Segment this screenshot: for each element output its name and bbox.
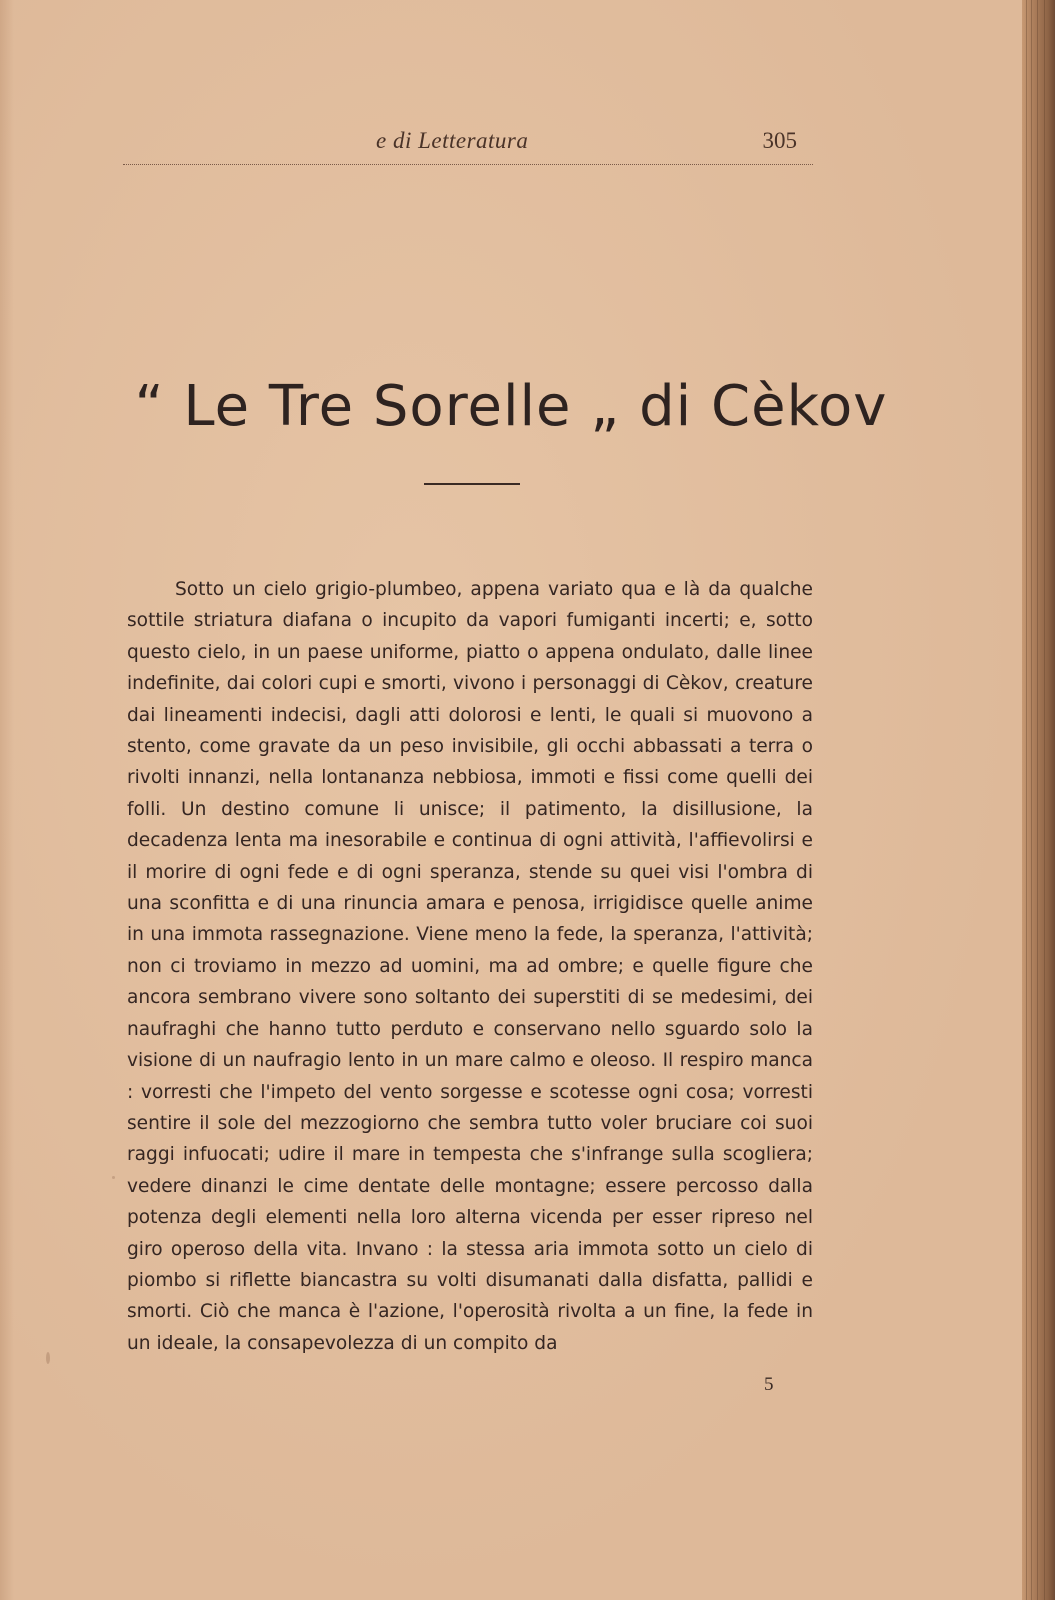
article-title: “ Le Tre Sorelle „ di Cèkov <box>134 374 888 439</box>
page-edge-line <box>1026 0 1027 1600</box>
page-stack-edge <box>1022 0 1055 1600</box>
page-edge-line <box>1031 0 1032 1600</box>
body-paragraph: Sotto un cielo grigio-plumbeo, appena variato qua e là da qualche sottile striatura diafana o incupito da vapori fumiganti incerti; e, sotto questo cielo, in un paese uniforme, piatto o appena ondulato, dalle linee indefinite, dai colori cupi e smorti, vivono i personaggi di Cèkov, creature dai lineamenti indecisi, dagli atti dolorosi e lenti, le quali si muovono a stento, come gravate da un peso invisibile, gli occhi abbassati a terra o rivolti innanzi, nella lontananza nebbiosa, immoti e fissi come quelli dei folli. Un destino comune li unisce; il patimento, la disillusione, la decadenza lenta ma inesorabile e continua di ogni attività, l'affievolirsi e il morire di ogni fede e di ogni speranza, stende su quei visi l'ombra di una sconfitta e di una rinuncia amara e penosa, irrigidisce quelle anime in una immota rassegnazione. Viene meno la fede, la speranza, l'attività; non ci troviamo in mezzo ad uomini, ma ad ombre; e quelle figure che ancora sembrano vivere sono soltanto dei superstiti di se medesimi, dei naufraghi che hanno tutto perduto e conservano nello sguardo solo la visione di un naufragio lento in un mare calmo e oleoso. Il respiro manca : vorresti che l'impeto del vento sorgesse e scotesse ogni cosa; vorresti sentire il sole del mezzogiorno che sembra tutto voler bruciare coi suoi raggi infuocati; udire il mare in tempesta che s'infrange sulla scogliera; vedere dinanzi le cime dentate delle montagne; essere percosso dalla potenza degli elementi nella loro alterna vicenda per esser ripreso nel giro operoso della vita. Invano : la stessa aria immota sotto un cielo di piombo si riflette biancastra su volti disumanati dalla disfatta, pallidi e smorti. Ciò che manca è l'azione, l'operosità rivolta a un fine, la fede in un ideale, la consapevolezza di un compito da <box>127 579 813 1354</box>
running-title: e di Letteratura <box>376 128 529 153</box>
page-number: 305 <box>762 128 797 153</box>
paper-stain <box>46 1352 50 1364</box>
running-head <box>123 120 813 165</box>
page-edge-line <box>1037 0 1038 1600</box>
title-rule <box>424 483 520 485</box>
page-edge-line <box>1044 0 1045 1600</box>
signature-mark: 5 <box>764 1374 774 1395</box>
paper-stain <box>112 1176 115 1179</box>
